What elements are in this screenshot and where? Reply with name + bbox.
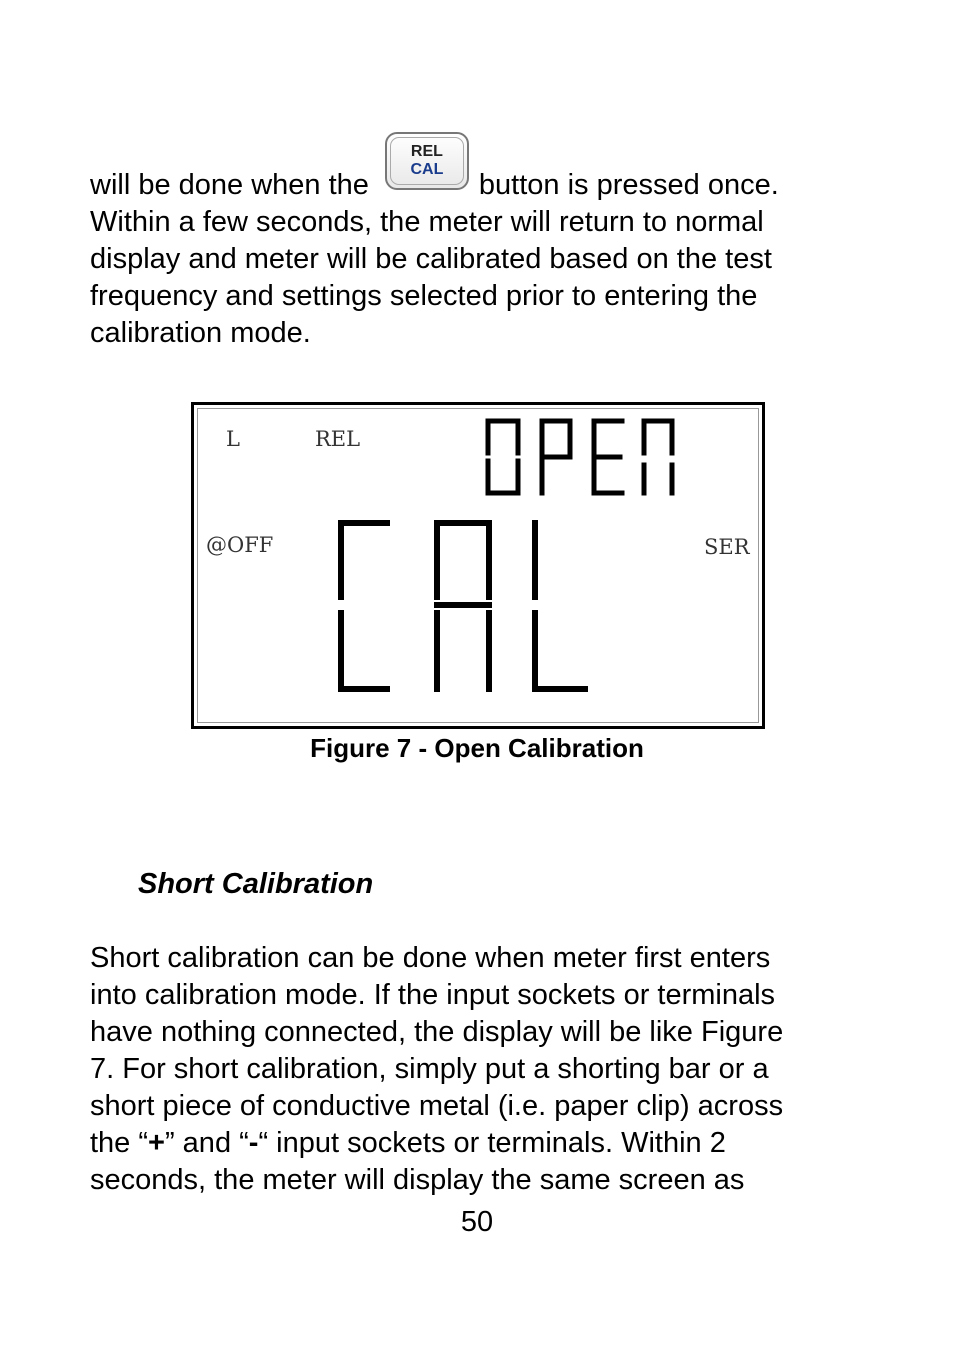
rel-cal-button-icon [385,132,469,190]
lcd-indicator-off: @OFF [206,533,274,557]
text-run: button is pressed once. [478,169,779,201]
cal-label: CAL [410,161,444,178]
paragraph-line [90,142,880,204]
paragraph-line: Short calibration can be done when meter first enters [90,942,771,974]
lcd-display-figure [191,402,765,729]
text-run: the “ [90,1127,149,1159]
rel-label: REL [410,143,443,160]
lcd-segment-open [484,415,694,505]
paragraph-line: have nothing connected, the display will be like Figure [90,1016,784,1048]
lcd-indicator-l: L [226,427,240,451]
figure-caption: Figure 7 - Open Calibration [310,733,644,763]
paragraph-short-calibration [90,940,880,1199]
minus-symbol: - [248,1127,259,1159]
paragraph-line: short piece of conductive metal (i.e. paper clip) across [90,1090,784,1122]
section-heading: Short Calibration [138,868,374,900]
paragraph-line: 7. For short calibration, simply put a shorting bar or a [90,1053,769,1085]
lcd-indicator-rel: REL [315,427,361,451]
paragraph-line [90,1125,880,1162]
paragraph-line: Within a few seconds, the meter will return to normal [90,206,764,238]
text-run: ” and “ [164,1127,249,1159]
paragraph-line: into calibration mode. If the input sockets or terminals [90,979,776,1011]
text-run: “ input sockets or terminals. Within 2 [258,1127,726,1159]
paragraph-line: calibration mode. [90,317,311,349]
plus-symbol: + [148,1127,165,1159]
lcd-indicator-ser: SER [704,535,750,559]
page-number: 50 [460,1206,494,1238]
text-run: will be done when the [90,169,369,201]
paragraph-line: frequency and settings selected prior to entering the [90,280,758,312]
lcd-segment-cal [329,517,599,697]
paragraph-intro [90,142,880,352]
paragraph-line: seconds, the meter will display the same screen as [90,1164,745,1196]
paragraph-line: display and meter will be calibrated based on the test [90,243,772,275]
